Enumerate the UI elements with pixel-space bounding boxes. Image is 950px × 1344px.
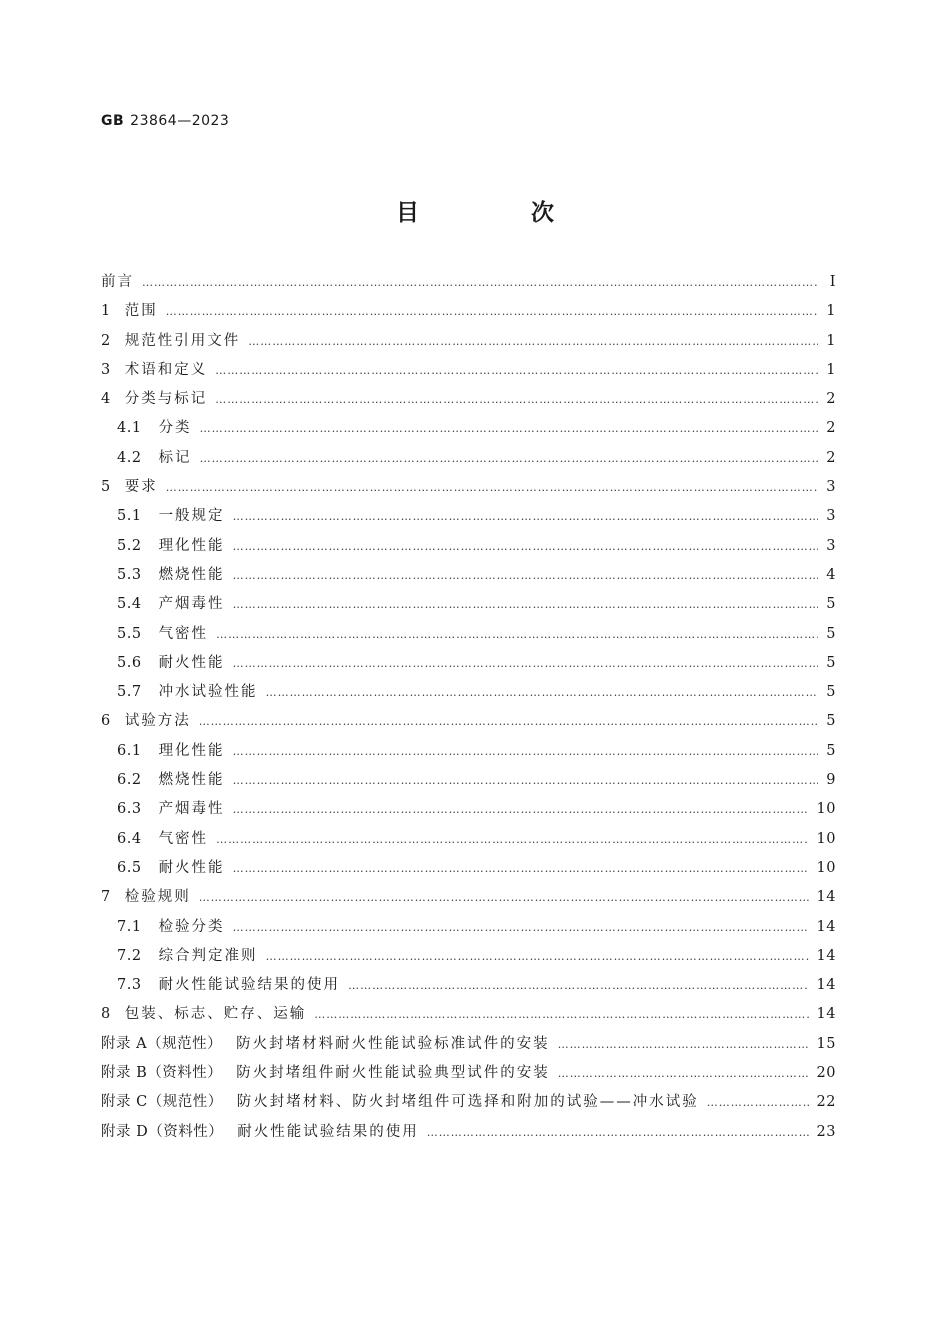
toc-entry[interactable] <box>101 651 836 680</box>
toc-entry-label: 理化性能 <box>158 742 225 759</box>
toc-entry[interactable] <box>101 1032 836 1061</box>
toc-entry-page: 9 <box>826 772 836 789</box>
toc-entry-number: 4.2 <box>117 449 142 466</box>
toc-entry-page: 1 <box>826 332 836 349</box>
toc-entry-label: 耐火性能 <box>158 859 225 876</box>
toc-entry-page: 5 <box>826 625 836 642</box>
toc-entry[interactable] <box>101 856 836 885</box>
toc-leader-dots <box>166 481 818 494</box>
toc-entry[interactable] <box>101 387 836 416</box>
toc-entry[interactable] <box>101 563 836 592</box>
toc-entry-number: 7.1 <box>117 918 142 935</box>
toc-entry-label: 一般规定 <box>158 508 225 525</box>
toc-leader-dots <box>233 774 818 787</box>
toc-entry-number: 3 <box>101 361 111 378</box>
toc-entry-number: 5.1 <box>117 508 142 525</box>
toc-entry-label: 检验分类 <box>158 918 225 935</box>
toc-entry-label: 标记 <box>158 449 192 466</box>
toc-entry-label: 防火封堵材料耐火性能试验标准试件的安装 <box>236 1035 550 1052</box>
toc-leader-dots <box>142 276 818 289</box>
toc-entry-number: 附录 B（资料性） <box>101 1065 223 1082</box>
toc-leader-dots <box>215 364 818 377</box>
toc-entry-number: 5.6 <box>117 654 142 671</box>
toc-entry-label: 范围 <box>124 303 158 320</box>
toc-entry[interactable] <box>101 416 836 445</box>
toc-entry[interactable] <box>101 1061 836 1090</box>
toc-entry-page: 20 <box>816 1065 836 1082</box>
toc-entry-number: 7.2 <box>117 947 142 964</box>
toc-entry-number: 6.2 <box>117 772 142 789</box>
toc-entry[interactable] <box>101 709 836 738</box>
toc-entry-number: 4 <box>101 391 111 408</box>
toc-leader-dots <box>558 1038 809 1051</box>
toc-leader-dots <box>199 891 809 904</box>
toc-entry-number: 1 <box>101 303 111 320</box>
toc-entry-label: 防火封堵组件耐火性能试验典型试件的安装 <box>236 1065 550 1082</box>
standard-code <box>101 113 229 129</box>
page-title: 目 次 <box>395 199 606 226</box>
toc-entry-number: 8 <box>101 1006 111 1023</box>
toc-entry-label: 检验规则 <box>124 889 191 906</box>
toc-entry-label: 分类 <box>158 420 192 437</box>
toc-entry-page: 14 <box>816 889 836 906</box>
toc-entry-page: 2 <box>826 449 836 466</box>
toc-entry[interactable] <box>101 475 836 504</box>
toc-entry-number: 4.1 <box>117 420 142 437</box>
toc-entry[interactable] <box>101 885 836 914</box>
toc-entry-label: 包装、标志、贮存、运输 <box>124 1006 307 1023</box>
toc-entry-label: 产烟毒性 <box>158 596 225 613</box>
toc-leader-dots <box>215 393 818 406</box>
toc-leader-dots <box>233 657 818 670</box>
toc-entry-label: 要求 <box>124 479 158 496</box>
toc-entry[interactable] <box>101 358 836 387</box>
toc-entry-label: 理化性能 <box>158 537 225 554</box>
toc-entry-page: 3 <box>826 537 836 554</box>
toc-leader-dots <box>233 862 809 875</box>
toc-entry-page: 1 <box>826 303 836 320</box>
toc-entry-label: 分类与标记 <box>124 391 208 408</box>
toc-leader-dots <box>233 598 818 611</box>
toc-entry-number: 附录 D（资料性） <box>101 1123 224 1140</box>
toc-entry-number: 6.3 <box>117 801 142 818</box>
toc-entry[interactable] <box>101 827 836 856</box>
toc-entry-number: 5.7 <box>117 684 142 701</box>
toc-entry-label: 综合判定准则 <box>158 947 258 964</box>
toc-entry-label: 前言 <box>101 274 134 290</box>
toc-entry-page: 14 <box>816 947 836 964</box>
toc-entry-label: 燃烧性能 <box>158 772 225 789</box>
toc-entry[interactable] <box>101 739 836 768</box>
standard-prefix: GB <box>101 113 125 129</box>
toc-entry-number: 5.5 <box>117 625 142 642</box>
toc-entry-number: 5.2 <box>117 537 142 554</box>
toc-entry-number: 6 <box>101 713 111 730</box>
toc-leader-dots <box>233 921 809 934</box>
toc-entry-label: 气密性 <box>158 625 209 642</box>
toc-entry-number: 2 <box>101 332 111 349</box>
toc-leader-dots <box>266 686 818 699</box>
toc-leader-dots <box>558 1067 809 1080</box>
toc-leader-dots <box>233 510 818 523</box>
toc-leader-dots <box>266 950 809 963</box>
toc-entry-number: 5 <box>101 479 111 496</box>
toc-entry-label: 冲水试验性能 <box>158 684 258 701</box>
toc-entry-number: 6.4 <box>117 830 142 847</box>
toc-entry[interactable] <box>101 592 836 621</box>
toc-leader-dots <box>199 715 818 728</box>
toc-entry-page: 4 <box>826 566 836 583</box>
toc-entry-page: 5 <box>826 684 836 701</box>
toc-entry-label: 术语和定义 <box>124 361 208 378</box>
toc-entry-page: 14 <box>816 1006 836 1023</box>
toc-entry-number: 6.5 <box>117 859 142 876</box>
toc-entry-label: 气密性 <box>158 830 209 847</box>
toc-leader-dots <box>707 1096 809 1109</box>
toc-entry-label: 防火封堵材料、防火封堵组件可选择和附加的试验——冲水试验 <box>236 1094 699 1111</box>
toc-entry-page: 2 <box>826 391 836 408</box>
standard-number: 23864—2023 <box>130 113 230 129</box>
toc-entry-label: 耐火性能 <box>158 654 225 671</box>
toc-entry[interactable] <box>101 768 836 797</box>
toc-entry-page: Ⅰ <box>829 274 836 290</box>
toc-entry-label: 产烟毒性 <box>158 801 225 818</box>
toc-entry-page: 3 <box>826 508 836 525</box>
toc-leader-dots <box>233 540 818 553</box>
toc-entry-page: 5 <box>826 596 836 613</box>
toc-entry-label: 耐火性能试验结果的使用 <box>158 977 341 994</box>
toc-leader-dots <box>233 803 809 816</box>
toc-entry-page: 10 <box>816 830 836 847</box>
toc-leader-dots <box>248 335 818 348</box>
toc-leader-dots <box>427 1126 809 1139</box>
toc-entry-number: 附录 A（规范性） <box>101 1035 223 1052</box>
toc-leader-dots <box>348 979 808 992</box>
toc-entry[interactable] <box>101 534 836 563</box>
toc-entry-label: 规范性引用文件 <box>124 332 241 349</box>
toc-entry-page: 14 <box>816 977 836 994</box>
toc-entry-page: 5 <box>826 742 836 759</box>
toc-entry[interactable] <box>101 944 836 973</box>
toc-entry-number: 6.1 <box>117 742 142 759</box>
toc-entry[interactable] <box>101 1002 836 1031</box>
toc-entry[interactable] <box>101 1090 836 1119</box>
toc-entry-number: 5.3 <box>117 566 142 583</box>
toc-entry-number: 7 <box>101 889 111 906</box>
toc-entry[interactable] <box>101 504 836 533</box>
toc-leader-dots <box>233 745 818 758</box>
toc-entry[interactable] <box>101 680 836 709</box>
toc-leader-dots <box>200 422 818 435</box>
toc-entry[interactable] <box>101 299 836 328</box>
toc-entry-page: 1 <box>826 361 836 378</box>
toc-entry[interactable] <box>101 329 836 358</box>
toc-entry-number: 5.4 <box>117 596 142 613</box>
toc-leader-dots <box>216 833 808 846</box>
toc-leader-dots <box>216 628 818 641</box>
toc-entry-page: 23 <box>816 1123 836 1140</box>
toc-entry-page: 3 <box>826 479 836 496</box>
toc-entry[interactable] <box>101 915 836 944</box>
toc-entry-page: 10 <box>816 859 836 876</box>
toc-leader-dots <box>233 569 818 582</box>
toc-entry-label: 耐火性能试验结果的使用 <box>237 1123 419 1140</box>
toc-entry[interactable] <box>101 446 836 475</box>
toc-entry-page: 22 <box>816 1094 836 1111</box>
toc-entry-label: 燃烧性能 <box>158 566 225 583</box>
toc-entry-page: 2 <box>826 420 836 437</box>
toc-entry[interactable] <box>101 797 836 826</box>
table-of-contents <box>101 270 836 1149</box>
toc-entry[interactable] <box>101 973 836 1002</box>
toc-entry-page: 15 <box>816 1035 836 1052</box>
toc-entry-page: 14 <box>816 918 836 935</box>
toc-entry-number: 附录 C（规范性） <box>101 1094 223 1111</box>
toc-leader-dots <box>314 1008 808 1021</box>
toc-leader-dots <box>200 452 818 465</box>
toc-entry[interactable] <box>101 270 836 299</box>
toc-entry-page: 5 <box>826 654 836 671</box>
toc-leader-dots <box>166 305 818 318</box>
toc-entry[interactable] <box>101 622 836 651</box>
toc-entry[interactable] <box>101 1120 836 1149</box>
toc-entry-label: 试验方法 <box>124 713 191 730</box>
toc-entry-number: 7.3 <box>117 977 142 994</box>
toc-entry-page: 5 <box>826 713 836 730</box>
toc-entry-page: 10 <box>816 801 836 818</box>
